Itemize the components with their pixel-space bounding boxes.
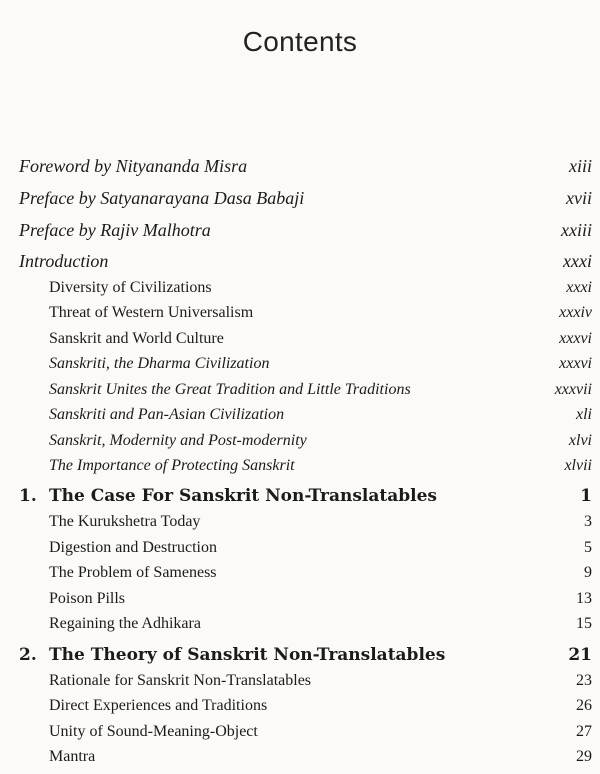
toc-entry-label: Foreword by Nityananda Misra xyxy=(19,156,248,176)
toc-entry-page: xli xyxy=(576,406,592,423)
toc-entry-label: Diversity of Civilizations xyxy=(49,279,212,296)
toc-entry-page: xxxi xyxy=(563,251,592,271)
toc-entry-label: Sanskrit, Modernity and Post-modernity xyxy=(49,432,307,449)
toc-entry-preface-malhotra[interactable] xyxy=(0,219,600,243)
toc-entry-page: xxxiv xyxy=(559,304,592,321)
toc-entry-page: xlvii xyxy=(564,457,592,474)
toc-entry-page: xiii xyxy=(569,156,592,176)
toc-entry-page: xxxvii xyxy=(554,381,592,398)
toc-entry-label: Introduction xyxy=(19,251,109,271)
toc-entry-section[interactable] xyxy=(0,589,600,613)
toc-entry-page: xvii xyxy=(566,188,592,208)
toc-entry-page: 29 xyxy=(576,748,592,765)
toc-entry-page: 9 xyxy=(584,564,592,581)
toc-entry-page: 26 xyxy=(576,697,592,714)
toc-entry-section[interactable] xyxy=(0,696,600,720)
toc-entry-label: Sanskrit Unites the Great Tradition and Little Traditions xyxy=(49,381,411,398)
toc-entry-preface-babaji[interactable] xyxy=(0,187,600,211)
toc-entry-label: Poison Pills xyxy=(49,590,126,607)
toc-entry-page: xxxvi xyxy=(559,355,592,372)
toc-entry-label: Preface by Satyanarayana Dasa Babaji xyxy=(19,188,305,208)
toc-entry-intro-section[interactable] xyxy=(0,431,600,455)
toc-entry-label: Sanskrit and World Culture xyxy=(49,330,224,347)
toc-entry-section[interactable] xyxy=(0,538,600,562)
toc-entry-label: Preface by Rajiv Malhotra xyxy=(19,220,211,240)
toc-entry-label: The Kurukshetra Today xyxy=(49,513,201,530)
toc-entry-page: xxxvi xyxy=(559,330,592,347)
toc-entry-page: xxxi xyxy=(566,279,592,296)
page-title: Contents xyxy=(242,26,358,57)
toc-entry-section[interactable] xyxy=(0,671,600,695)
chapter-title: The Case For Sanskrit Non-Translatables xyxy=(49,486,438,506)
toc-entry-intro-section[interactable] xyxy=(0,329,600,353)
toc-entry-label: The Importance of Protecting Sanskrit xyxy=(49,457,295,474)
toc-entry-label: Digestion and Destruction xyxy=(49,539,217,556)
toc-entry-intro-section[interactable] xyxy=(0,380,600,404)
chapter-title: The Theory of Sanskrit Non-Translatables xyxy=(49,645,446,665)
toc-entry-section[interactable] xyxy=(0,747,600,771)
chapter-number: 2. xyxy=(19,645,37,665)
toc-entry-label: The Problem of Sameness xyxy=(49,564,217,581)
toc-entry-foreword[interactable] xyxy=(0,155,600,179)
toc-entry-section[interactable] xyxy=(0,512,600,536)
toc-entry-section[interactable] xyxy=(0,563,600,587)
toc-entry-page: 27 xyxy=(576,723,592,740)
toc-entry-label: Direct Experiences and Traditions xyxy=(49,697,268,714)
chapter-page: 1 xyxy=(580,486,592,506)
toc-entry-page: 3 xyxy=(584,513,592,530)
toc-entry-intro-section[interactable] xyxy=(0,456,600,480)
toc-entry-label: Unity of Sound-Meaning-Object xyxy=(49,723,258,740)
toc-entry-page: 15 xyxy=(576,615,592,632)
toc-entry-intro-section[interactable] xyxy=(0,354,600,378)
toc-entry-label: Regaining the Adhikara xyxy=(49,615,201,632)
toc-entry-page: xxiii xyxy=(561,220,592,240)
chapter-page: 21 xyxy=(568,645,592,665)
toc-entry-introduction[interactable] xyxy=(0,250,600,274)
toc-entry-label: Sanskriti and Pan-Asian Civilization xyxy=(49,406,285,423)
toc-entry-label: Mantra xyxy=(49,748,96,765)
toc-entry-intro-section[interactable] xyxy=(0,303,600,327)
toc-entry-section[interactable] xyxy=(0,614,600,638)
toc-entry-label: Threat of Western Universalism xyxy=(49,304,254,321)
toc-entry-intro-section[interactable] xyxy=(0,405,600,429)
toc-entry-page: 23 xyxy=(576,672,592,689)
toc-entry-label: Rationale for Sanskrit Non-Translatables xyxy=(49,672,312,689)
toc-entry-page: xlvi xyxy=(568,432,592,449)
toc-entry-label: Sanskriti, the Dharma Civilization xyxy=(49,355,270,372)
toc-entry-page: 5 xyxy=(584,539,592,556)
chapter-number: 1. xyxy=(19,486,37,506)
toc-chapter-1[interactable] xyxy=(0,485,600,509)
toc-entry-section[interactable] xyxy=(0,722,600,746)
toc-entry-page: 13 xyxy=(576,590,592,607)
toc-entry-intro-section[interactable] xyxy=(0,278,600,302)
toc-chapter-2[interactable] xyxy=(0,644,600,668)
